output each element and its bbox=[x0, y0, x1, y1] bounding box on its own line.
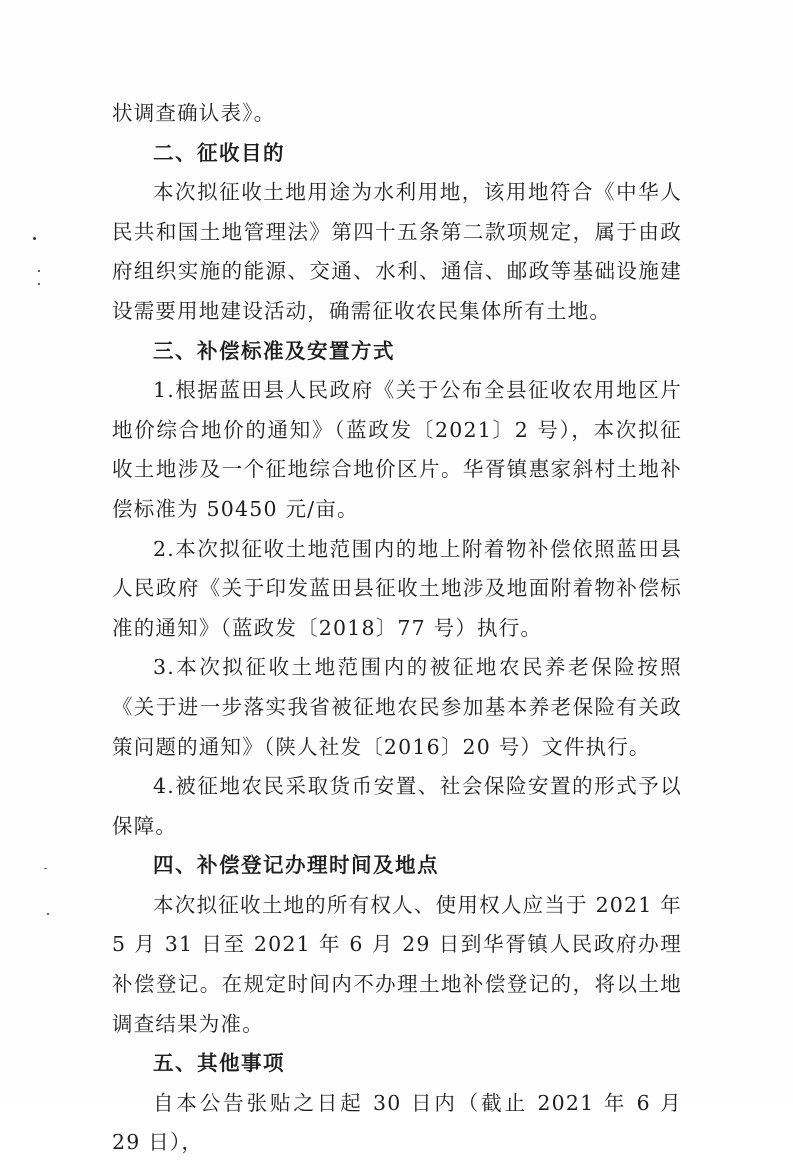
paragraph-registration: 本次拟征收土地的所有权人、使用权人应当于 2021 年 5 月 31 日至 2021 年 6 月 29 日到华胥镇人民政府办理补偿登记。在规定时间内不办理土地补偿登记的，将以土地调查结果为准。 bbox=[112, 892, 682, 1036]
paragraph-purpose: 本次拟征收土地用途为水利用地，该用地符合《中华人民共和国土地管理法》第四十五条第二款项规定，属于由政府组织实施的能源、交通、水利、通信、邮政等基础设施建设需要用地建设活动，确需征收农民集体所有土地。 bbox=[112, 180, 682, 323]
paragraph-other: 自本公告张贴之日起 30 日内（截止 2021 年 6 月 29 日）， bbox=[112, 1090, 682, 1155]
paragraph-continued: 状调查确认表》。 bbox=[112, 101, 276, 125]
heading-other: 五、其他事项 bbox=[153, 1051, 285, 1076]
heading-compensation: 三、补偿标准及安置方式 bbox=[153, 338, 395, 363]
scan-speck bbox=[38, 270, 40, 272]
paragraph-compensation-2: 2.本次拟征收土地范围内的地上附着物补偿依照蓝田县人民政府《关于印发蓝田县征收土地涉及地面附着物补偿标准的通知》（蓝政发〔2018〕77 号）执行。 bbox=[112, 536, 682, 640]
paragraph-compensation-4: 4.被征地农民采取货币安置、社会保险安置的形式予以保障。 bbox=[112, 774, 682, 838]
document-body bbox=[112, 94, 682, 1163]
paragraph-compensation-1: 1.根据蓝田县人民政府《关于公布全县征收农用地区片地价综合地价的通知》（蓝政发〔2021〕2 号），本次拟征收土地涉及一个征地综合地价区片。华胥镇惠家斜村土地补偿标准为 50450 元/亩。 bbox=[112, 378, 682, 521]
scan-speck bbox=[33, 237, 36, 240]
scan-speck bbox=[38, 283, 40, 285]
heading-registration: 四、补偿登记办理时间及地点 bbox=[153, 853, 439, 878]
scan-speck bbox=[47, 913, 49, 915]
heading-purpose: 二、征收目的 bbox=[153, 140, 285, 165]
scan-speck bbox=[44, 868, 47, 869]
paragraph-compensation-3: 3.本次拟征收土地范围内的被征地农民养老保险按照《关于进一步落实我省被征地农民参加基本养老保险有关政策问题的通知》（陕人社发〔2016〕20 号）文件执行。 bbox=[112, 655, 682, 759]
